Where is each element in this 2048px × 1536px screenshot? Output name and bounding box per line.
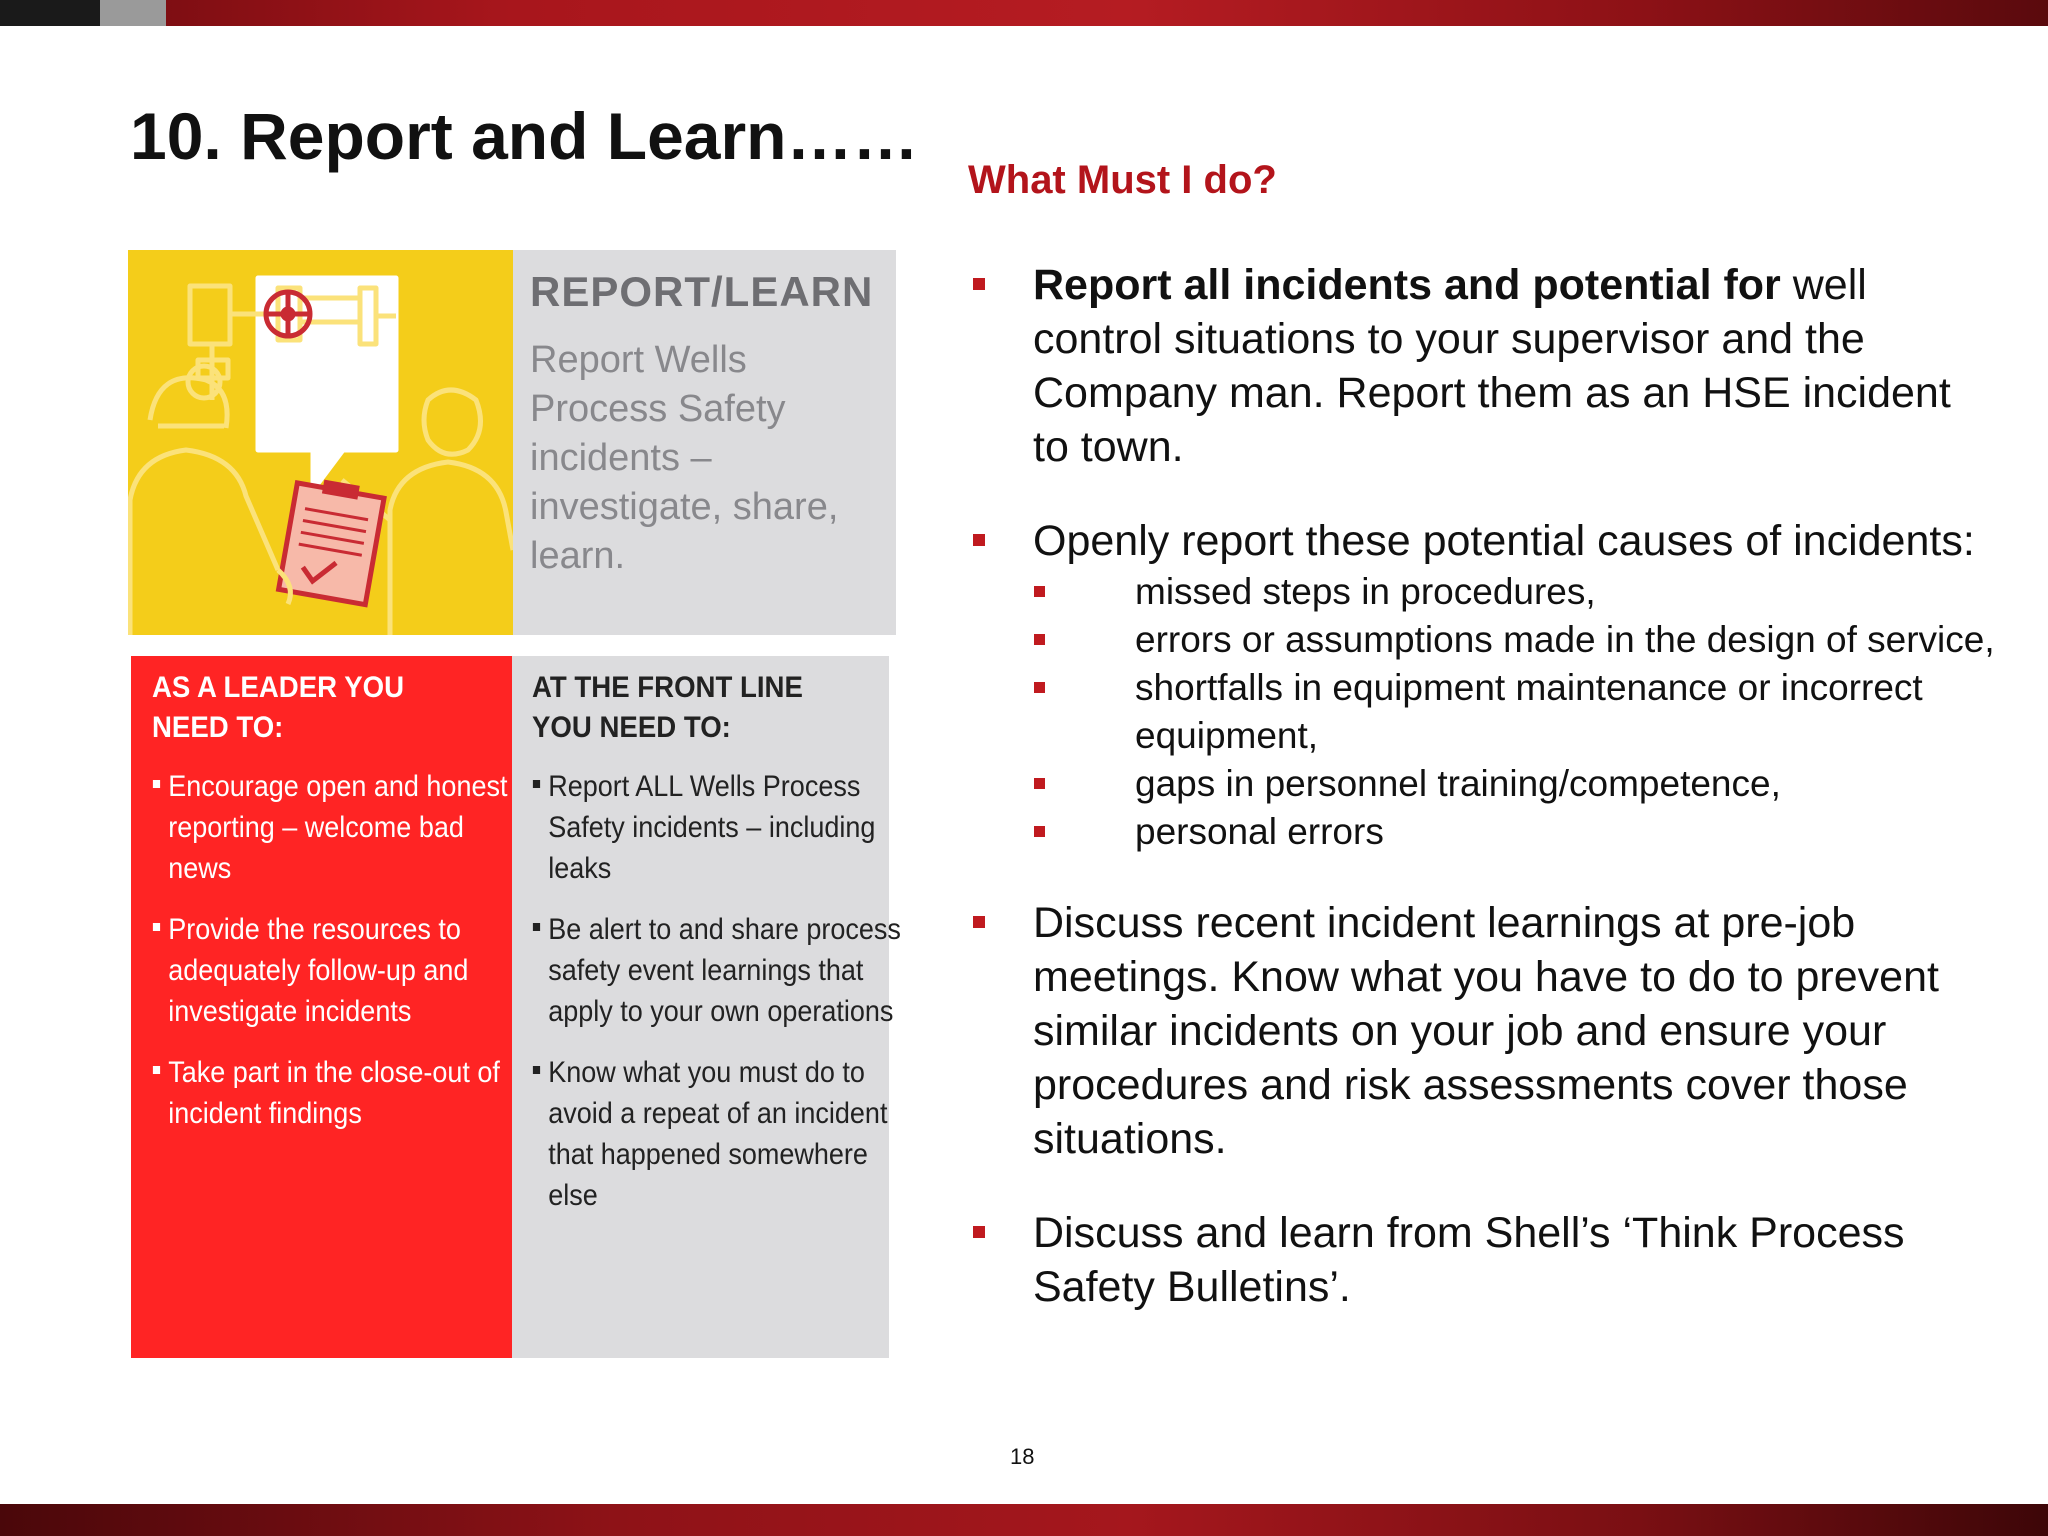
report-learn-heading-panel xyxy=(513,250,896,635)
leader-list xyxy=(152,766,508,1134)
square-bullet-icon xyxy=(1034,826,1045,837)
list-item: Provide the resources to adequately follow-up and investigate incidents xyxy=(152,909,528,1032)
workers-speech-bubble-icon xyxy=(128,250,513,635)
square-bullet-icon xyxy=(533,923,540,931)
page-number: 18 xyxy=(1010,1444,1035,1469)
square-bullet-icon xyxy=(1034,586,1045,597)
poster-heading: REPORT/LEARN xyxy=(530,268,874,315)
main-bullet-discuss: Discuss recent incident learnings at pre-job meetings. Know what you have to do to prevent similar incidents on your job and ensure your procedures and risk assessments cover those situations. xyxy=(968,896,1998,1166)
main-bullet-list xyxy=(968,258,1998,1314)
slide-subtitle: What Must I do? xyxy=(968,158,1277,202)
sub-list-item: gaps in personnel training/competence, xyxy=(1033,760,1998,808)
banner-grey-block xyxy=(100,0,166,26)
list-item: Report ALL Wells Process Safety incidents – including leaks xyxy=(532,766,908,889)
square-bullet-icon xyxy=(533,780,540,788)
front-line-column xyxy=(512,656,901,1358)
square-bullet-icon xyxy=(973,534,985,546)
square-bullet-icon xyxy=(973,1226,985,1238)
square-bullet-icon xyxy=(1034,682,1045,693)
square-bullet-icon xyxy=(973,278,985,290)
top-banner xyxy=(0,0,2048,26)
sub-list-item: personal errors xyxy=(1033,808,1998,856)
list-item: Encourage open and honest reporting – welcome bad news xyxy=(152,766,528,889)
sub-list-item: missed steps in procedures, xyxy=(1033,568,1998,616)
main-bullet-bulletins: Discuss and learn from Shell’s ‘Think Process Safety Bulletins’. xyxy=(968,1206,1998,1314)
emphasis-text: Report all incidents and potential for xyxy=(1033,261,1781,309)
square-bullet-icon xyxy=(153,1066,160,1074)
poster-description: Report Wells Process Safety incidents – investigate, share, learn. xyxy=(530,339,839,577)
report-learn-illustration xyxy=(128,250,513,635)
main-bullet-causes: Openly report these potential causes of incidents: missed steps in procedures, errors or assumptions made in the design of service, shortfalls in equipment maintenance or incorrect equipment, gaps in personnel training/competence, personal errors xyxy=(968,514,1998,856)
main-bullet-report: Report all incidents and potential for well control situations to your supervisor and the Company man. Report them as an HSE incident to town. xyxy=(968,258,1998,474)
bottom-banner xyxy=(0,1504,2048,1536)
square-bullet-icon xyxy=(1034,778,1045,789)
sub-list-item: shortfalls in equipment maintenance or incorrect equipment, xyxy=(1033,664,1998,760)
square-bullet-icon xyxy=(973,916,985,928)
leader-heading: AS A LEADER YOU NEED TO: xyxy=(152,671,405,744)
square-bullet-icon xyxy=(153,923,160,931)
leader-column xyxy=(131,656,512,1358)
list-item: Take part in the close-out of incident findings xyxy=(152,1052,528,1134)
sub-list-item: errors or assumptions made in the design of service, xyxy=(1033,616,1998,664)
list-item: Be alert to and share process safety event learnings that apply to your own operations xyxy=(532,909,908,1032)
square-bullet-icon xyxy=(1034,634,1045,645)
front-line-list xyxy=(532,766,901,1216)
square-bullet-icon xyxy=(153,780,160,788)
causes-sub-list xyxy=(1033,568,1998,856)
list-item: Know what you must do to avoid a repeat of an incident that happened somewhere else xyxy=(532,1052,908,1216)
banner-dark-block xyxy=(0,0,100,26)
slide-title: 10. Report and Learn…… xyxy=(130,99,919,173)
square-bullet-icon xyxy=(533,1066,540,1074)
front-line-heading: AT THE FRONT LINE YOU NEED TO: xyxy=(532,671,803,744)
